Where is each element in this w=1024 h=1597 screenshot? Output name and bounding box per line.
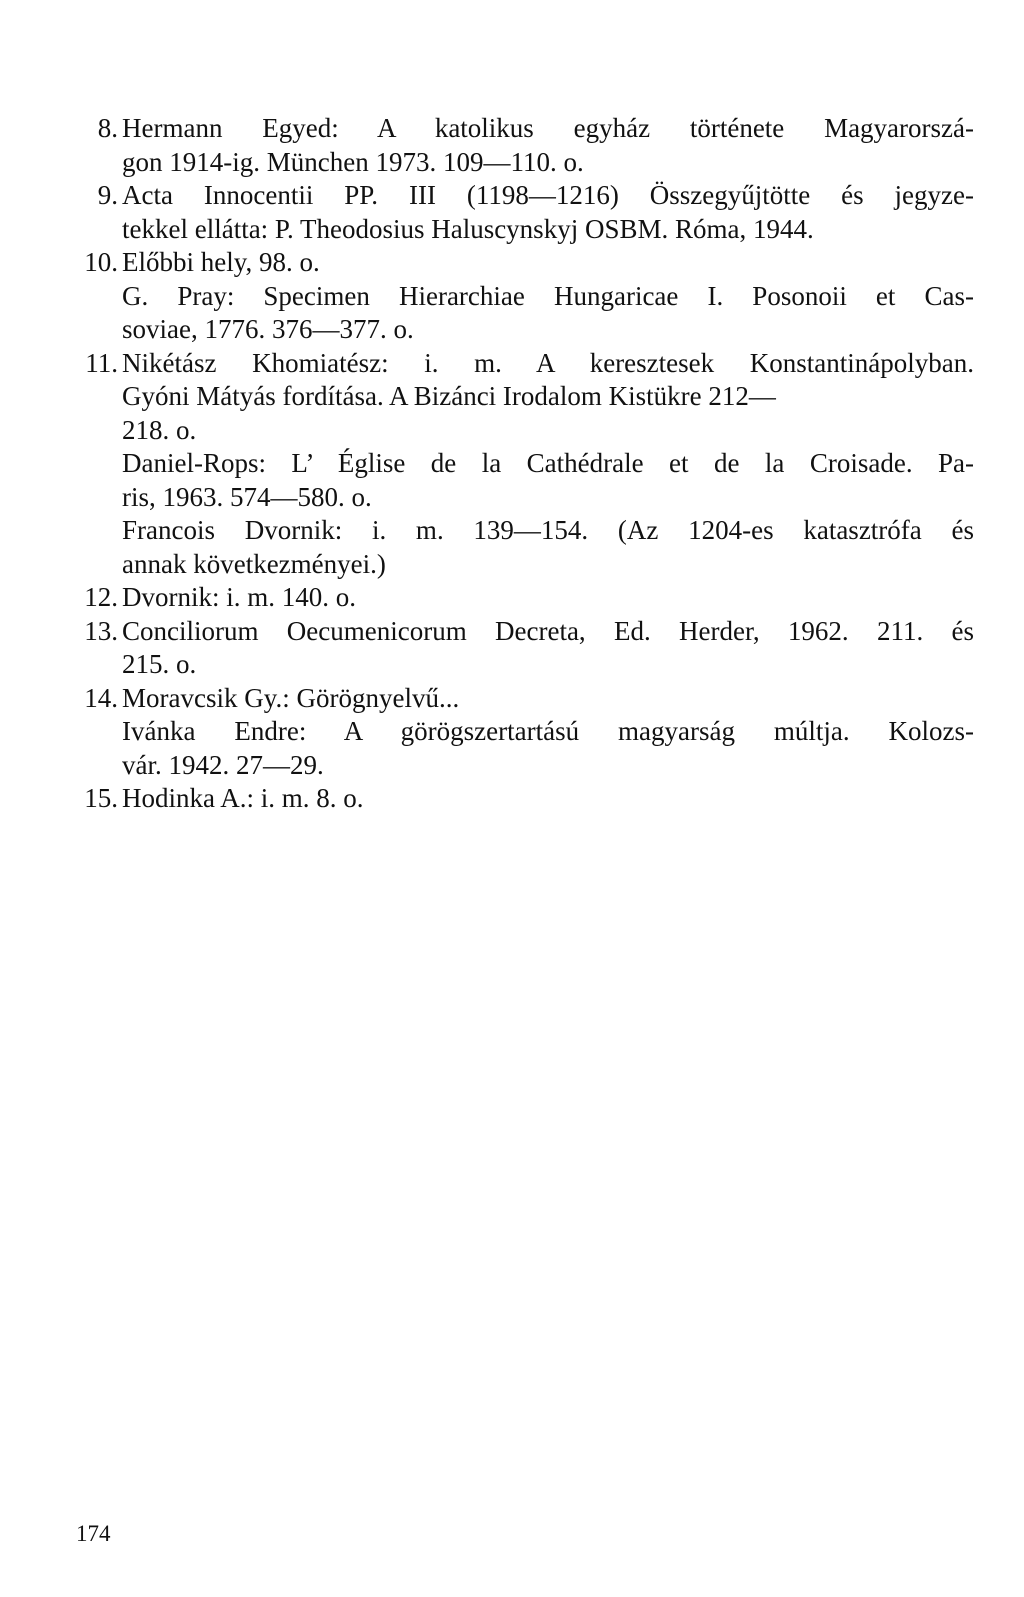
endnote-line [78,112,978,146]
endnote-line [78,581,978,615]
endnote-number: 8. [97,113,118,143]
endnote-line [78,749,978,783]
endnote-line [78,782,978,816]
endnote-number: 10. [84,247,118,277]
endnote-line [78,548,978,582]
endnote-number: 11. [85,347,118,378]
endnote-text: Acta Innocentii PP. III (1198—1216) Összegyűjtötte és jegyze- [122,180,974,210]
endnote-text: Hermann Egyed: A katolikus egyház története Magyarorszá- [122,113,974,143]
endnote-line [78,146,978,180]
endnote-line [78,648,978,682]
endnote-line [78,481,978,515]
endnote-line [78,213,978,247]
endnote-text: 218. o. [122,414,197,445]
endnote-line [78,280,978,314]
endnote-text: tekkel ellátta: P. Theodosius Haluscynskyj OSBM. Róma, 1944. [122,213,814,244]
endnote-text: Ivánka Endre: A görögszertartású magyarság múltja. Kolozs- [122,716,974,746]
endnote-line [78,179,978,213]
endnote-text: Conciliorum Oecumenicorum Decreta, Ed. Herder, 1962. 211. és [122,615,974,646]
page-number: 174 [76,1521,111,1546]
endnote-text: soviae, 1776. 376—377. o. [122,314,414,344]
endnote-number: 15. [84,783,118,813]
endnote-text: Gyóni Mátyás fordítása. A Bizánci Irodalom Kistükre 212— [122,381,776,411]
endnote-text: 215. o. [122,649,197,679]
endnote-line [78,514,978,548]
endnote-line [78,715,978,749]
endnote-line [78,682,978,716]
endnote-text: Előbbi hely, 98. o. [122,247,320,277]
endnote-text: Dvornik: i. m. 140. o. [122,582,356,612]
endnote-line [78,313,978,347]
endnote-number: 9. [97,180,118,210]
endnote-line [78,246,978,280]
endnote-text: vár. 1942. 27—29. [122,749,324,780]
endnote-text: Moravcsik Gy.: Görögnyelvű... [122,682,460,713]
endnote-text: annak következményei.) [122,548,386,579]
endnote-text: Daniel-Rops: L’ Église de la Cathédrale et de la Croisade. Pa- [122,448,974,478]
endnote-line [78,414,978,448]
endnote-line [78,447,978,481]
endnote-number: 12. [84,582,118,612]
endnote-number: 14. [84,682,118,713]
endnote-text: ris, 1963. 574—580. o. [122,481,372,512]
endnote-text: Nikétász Khomiatész: i. m. A keresztesek Konstantinápolyban. [122,347,974,378]
endnote-text: gon 1914-ig. München 1973. 109—110. o. [122,146,584,177]
endnote-text: Francois Dvornik: i. m. 139—154. (Az 1204-es katasztrófa és [122,515,974,545]
endnote-line [78,347,978,381]
endnote-line [78,615,978,649]
endnote-text: Hodinka A.: i. m. 8. o. [122,783,364,813]
endnote-line [78,380,978,414]
endnote-text: G. Pray: Specimen Hierarchiae Hungaricae I. Posonoii et Cas- [122,280,974,311]
endnotes-list [78,112,978,816]
endnote-number: 13. [84,615,118,646]
